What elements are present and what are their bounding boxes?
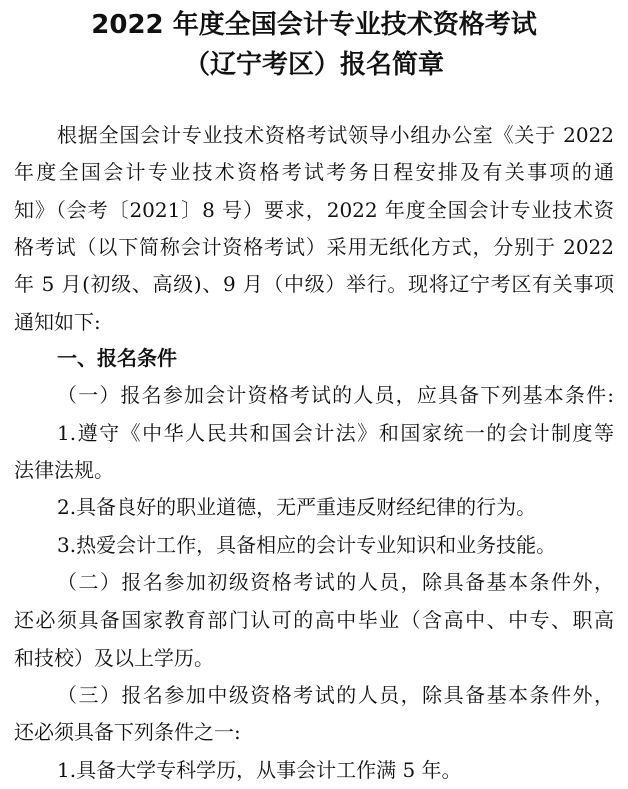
paragraph-line: 1.具备大学专科学历，从事会计工作满 5 年。 [57, 758, 462, 782]
paragraph-line: 根据全国会计专业技术资格考试领导小组办公室《关于 2022 [57, 123, 614, 147]
paragraph-line: （一）报名参加会计资格考试的人员，应具备下列基本条件: [57, 383, 614, 407]
paragraph-line: （三）报名参加中级资格考试的人员，除具备基本条件外， [57, 683, 614, 707]
paragraph-line: 1.遵守《中华人民共和国会计法》和国家统一的会计制度等 [57, 421, 614, 445]
paragraph-line: 知》（会考〔2021〕8 号）要求，2022 年度全国会计专业技术资 [14, 198, 614, 222]
paragraph-line: （二）报名参加初级资格考试的人员，除具备基本条件外， [57, 570, 614, 594]
paragraph-line: 还必须具备下列条件之一: [14, 720, 241, 744]
paragraph-line: 格考试（以下简称会计资格考试）采用无纸化方式，分别于 2022 [14, 235, 614, 259]
document-subtitle: （辽宁考区）报名简章 [183, 50, 444, 80]
paragraph-line: 通知如下: [14, 310, 101, 334]
paragraph-line: 2.具备良好的职业道德，无严重违反财经纪律的行为。 [57, 495, 537, 519]
paragraph-line: 年度全国会计专业技术资格考试考务日程安排及有关事项的通 [14, 160, 614, 184]
paragraph-line: 和技校）及以上学历。 [14, 646, 214, 670]
document-title: 2022 年度全国会计专业技术资格考试 [91, 10, 537, 40]
paragraph-line: 还必须具备国家教育部门认可的高中毕业（含高中、中专、职高 [14, 608, 614, 632]
paragraph-line: 法律法规。 [14, 458, 114, 482]
section-heading: 一、报名条件 [57, 346, 177, 370]
paragraph-line: 3.热爱会计工作，具备相应的会计专业知识和业务技能。 [57, 533, 557, 557]
paragraph-line: 年 5 月(初级、高级)、9 月（中级）举行。现将辽宁考区有关事项 [14, 272, 614, 296]
